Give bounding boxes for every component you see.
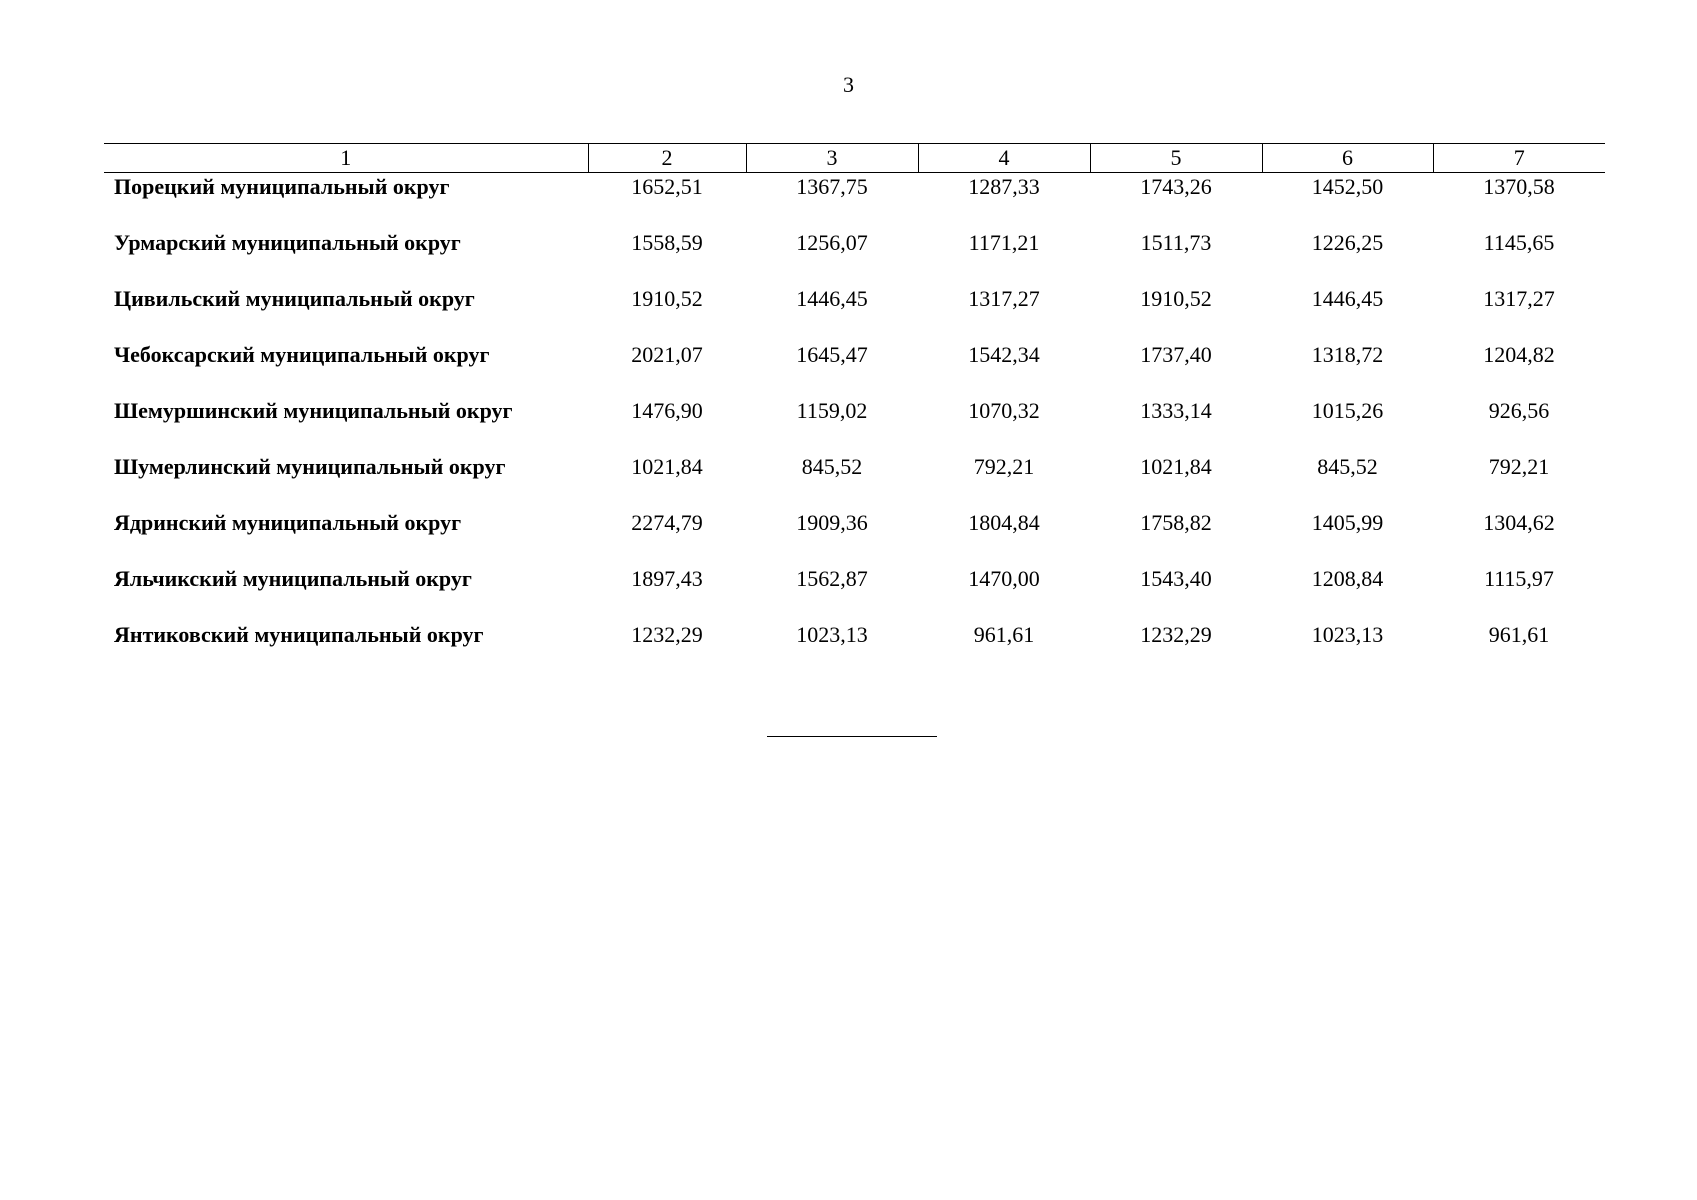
- table-cell: 845,52: [1317, 454, 1378, 479]
- table-row: [104, 565, 1605, 621]
- table-cell: 1910,52: [631, 286, 703, 311]
- table-cell: 792,21: [1488, 454, 1550, 479]
- table-cell: 1367,75: [796, 174, 868, 199]
- table-cell: 1023,13: [796, 622, 868, 647]
- district-name: Чебоксарский муниципальный округ: [114, 342, 490, 367]
- table-cell: 1446,45: [796, 286, 868, 311]
- table-cell: 1476,90: [631, 398, 703, 423]
- table-cell: 1015,26: [1311, 398, 1384, 423]
- table-cell: 1452,50: [1311, 174, 1384, 199]
- column-header: 3: [746, 144, 918, 173]
- table-cell: 961,61: [973, 622, 1035, 647]
- district-name: Яльчикский муниципальный округ: [114, 566, 472, 591]
- table-cell: 1256,07: [796, 230, 868, 255]
- table-cell: 1317,27: [968, 286, 1040, 311]
- table-cell: 1318,72: [1311, 342, 1384, 367]
- column-header: 7: [1433, 144, 1605, 173]
- table-cell: 1910,52: [1140, 286, 1212, 311]
- table-cell: 1558,59: [631, 230, 703, 255]
- table-cell: 2021,07: [631, 342, 703, 367]
- table-row: [104, 621, 1605, 677]
- table-row: [104, 453, 1605, 509]
- table-cell: 1562,87: [796, 566, 868, 591]
- table-cell: 1115,97: [1484, 566, 1554, 591]
- district-name: Ядринский муниципальный округ: [114, 510, 462, 535]
- table-cell: 1317,27: [1483, 286, 1555, 311]
- table-cell: 1743,26: [1140, 174, 1212, 199]
- table-cell: 1333,14: [1140, 398, 1212, 423]
- table-cell: 792,21: [973, 454, 1035, 479]
- table-cell: 1287,33: [968, 174, 1040, 199]
- column-header: 6: [1262, 144, 1433, 173]
- column-header: 5: [1090, 144, 1262, 173]
- district-name: Цивильский муниципальный округ: [114, 286, 475, 311]
- district-name: Урмарский муниципальный округ: [114, 230, 461, 255]
- table-cell: 1758,82: [1140, 510, 1212, 535]
- table-cell: 1023,13: [1311, 622, 1384, 647]
- table-cell: 1159,02: [796, 398, 868, 423]
- district-name: Янтиковский муниципальный округ: [114, 622, 484, 647]
- table-row: [104, 173, 1605, 230]
- district-name: Шумерлинский муниципальный округ: [114, 454, 506, 479]
- table-row: [104, 285, 1605, 341]
- table-cell: 1405,99: [1311, 510, 1384, 535]
- table-cell: 1226,25: [1311, 230, 1384, 255]
- table-cell: 1145,65: [1483, 230, 1555, 255]
- table-row: [104, 229, 1605, 285]
- table-cell: 1232,29: [631, 622, 703, 647]
- table-cell: 1511,73: [1140, 230, 1212, 255]
- table-row: [104, 341, 1605, 397]
- table-cell: 1171,21: [968, 230, 1040, 255]
- table-cell: 1737,40: [1140, 342, 1212, 367]
- table-row: [104, 397, 1605, 453]
- table-cell: 1446,45: [1311, 286, 1384, 311]
- column-header: 4: [918, 144, 1090, 173]
- table-cell: 1370,58: [1483, 174, 1555, 199]
- table-row: [104, 509, 1605, 565]
- table-cell: 1021,84: [1140, 454, 1212, 479]
- table-cell: 2274,79: [631, 510, 703, 535]
- table-cell: 926,56: [1488, 398, 1550, 423]
- table-cell: 1204,82: [1483, 342, 1555, 367]
- end-of-document-rule: [767, 736, 937, 737]
- table-header-row: [104, 144, 1605, 173]
- table-cell: 1804,84: [968, 510, 1040, 535]
- table-cell: 1232,29: [1140, 622, 1212, 647]
- table-cell: 1897,43: [631, 566, 703, 591]
- page-number: 3: [843, 72, 854, 97]
- table-cell: 1542,34: [968, 342, 1040, 367]
- table-cell: 1304,62: [1483, 510, 1555, 535]
- column-header: 1: [104, 144, 588, 173]
- table-cell: 1652,51: [631, 174, 703, 199]
- table-cell: 1470,00: [968, 566, 1040, 591]
- table-cell: 1645,47: [796, 342, 868, 367]
- data-table: [104, 143, 1605, 677]
- table-cell: 1208,84: [1311, 566, 1384, 591]
- district-name: Шемуршинский муниципальный округ: [114, 398, 513, 423]
- table-cell: 845,52: [801, 454, 863, 479]
- table-cell: 1070,32: [968, 398, 1040, 423]
- table-cell: 1021,84: [631, 454, 703, 479]
- table-cell: 961,61: [1488, 622, 1550, 647]
- column-header: 2: [588, 144, 746, 173]
- table-cell: 1543,40: [1140, 566, 1212, 591]
- district-name: Порецкий муниципальный округ: [114, 174, 450, 199]
- table-cell: 1909,36: [796, 510, 868, 535]
